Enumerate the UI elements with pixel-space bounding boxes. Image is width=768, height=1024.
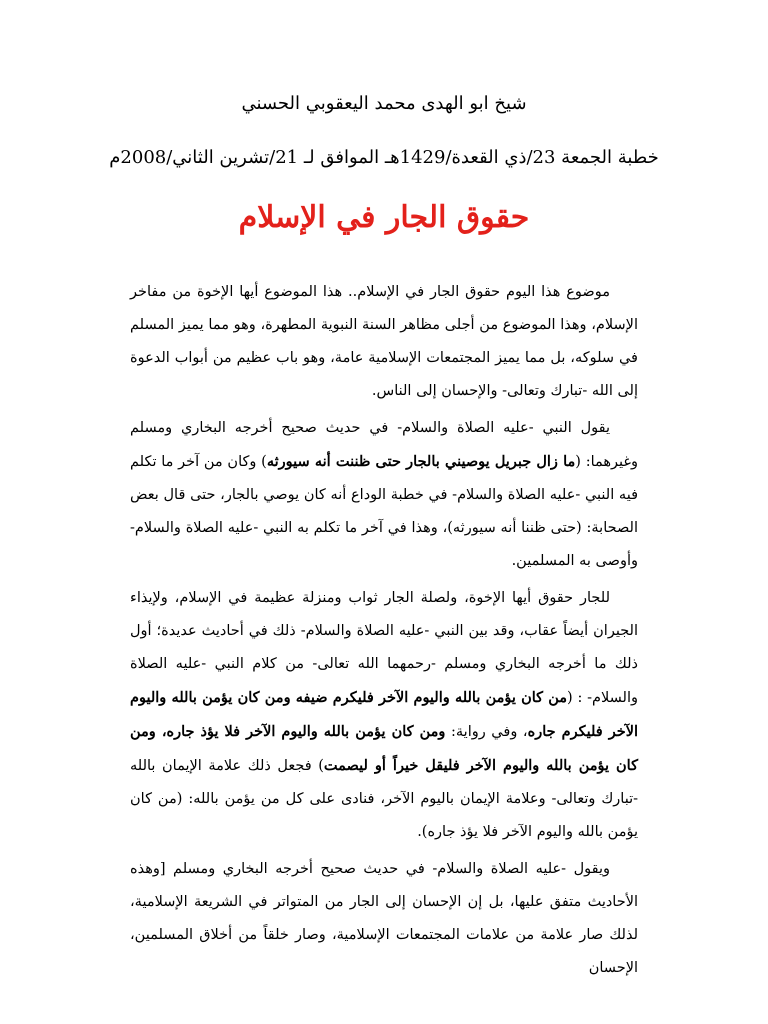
paragraph-1 <box>130 276 638 408</box>
hadith-guest-neighbor-quote: من كان يؤمن بالله واليوم الآخر فليكرم ضيفه ومن كان يؤمن بالله واليوم الآخر فليكرم جاره <box>130 689 639 740</box>
hadith-alternate-narration-quote: ومن كان يؤمن بالله واليوم الآخر فلا يؤذ جاره، ومن كان يؤمن بالله واليوم الآخر فليقل خيراً أو ليصمت <box>130 723 639 774</box>
paragraph-3-rest: ) فجعل ذلك علامة الإيمان بالله -تبارك وتعالى- وعلامة الإيمان باليوم الآخر، فنادى على كل من يؤمن بالله: (من كان يؤمن بالله واليوم الآخر فلا يؤذ جاره). <box>130 758 638 840</box>
paragraph-1-text: موضوع هذا اليوم حقوق الجار في الإسلام.. هذا الموضوع أيها الإخوة من مفاخر الإسلام، وهذا الموضوع من أجلى مظاهر السنة النبوية المطهرة، وهو مما يميز المسلم في سلوكه، بل مما يميز المجتمعات الإسلامية عامة، وهو باب عظيم من أبواب الدعوة إلى الله -تبارك وتعالى- والإحسان إلى الناس. <box>130 284 638 399</box>
sermon-date-line: خطبة الجمعة 23/ذي القعدة/1429هـ الموافق لـ 21/تشرين الثاني/2008م <box>109 147 659 168</box>
paragraph-2-rest: ) وكان من آخر ما تكلم فيه النبي -عليه الصلاة والسلام- في خطبة الوداع أنه كان يوصي بالجار، حتى قال بعض الصحابة: (حتى ظننا أنه سيورثه)، وهذا في آخر ما تكلم به النبي -عليه الصلاة والسلام- وأوصى به المسلمين. <box>130 454 638 569</box>
author-line: شيخ ابو الهدى محمد اليعقوبي الحسني <box>241 93 527 114</box>
paragraph-3 <box>130 582 638 849</box>
paragraph-3-intro: للجار حقوق أيها الإخوة، ولصلة الجار ثواب ومنزلة عظيمة في الإسلام، ولإيذاء الجيران أيضاً عقاب، وقد بين النبي -عليه الصلاة والسلام- ذلك في أحاديث عديدة؛ أول ذلك ما أخرجه البخاري ومسلم -رحمهما الله تعالى- من كلام النبي -عليه الصلاة والسلام- : ( <box>130 590 638 706</box>
paragraph-2-intro: يقول النبي -عليه الصلاة والسلام- في حديث صحيح أخرجه البخاري ومسلم وغيرهما: ( <box>130 420 638 470</box>
sermon-body <box>130 276 638 989</box>
document-title: حقوق الجار في الإسلام <box>238 200 530 235</box>
paragraph-4-text: ويقول -عليه الصلاة والسلام- في حديث صحيح أخرجه البخاري ومسلم [وهذه الأحاديث متفق عليها، بل إن الإحسان إلى الجار من المتواتر في الشريعة الإسلامية، لذلك صار علامة من علامات المجتمعات الإسلامية، وصار خلقاً من أخلاق المسلمين، الإحسان <box>130 861 638 976</box>
paragraph-3-narration-note: ، وفي رواية: <box>445 724 528 740</box>
hadith-jibril-quote: ما زال جبريل يوصيني بالجار حتى ظننت أنه سيورثه <box>266 453 576 470</box>
paragraph-4 <box>130 853 638 985</box>
paragraph-2 <box>130 412 638 578</box>
